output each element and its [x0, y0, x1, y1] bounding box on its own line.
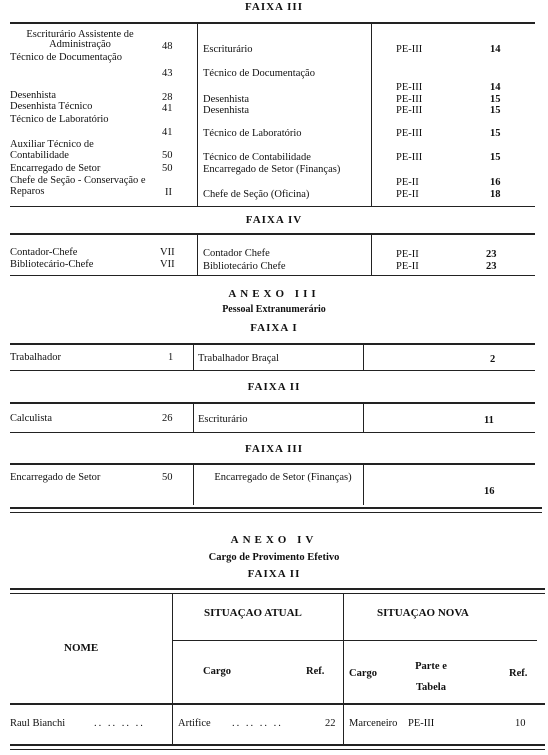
- sub-cargo-atual: Cargo: [203, 666, 231, 677]
- left-ref: 28: [162, 92, 173, 103]
- ref: 15: [490, 152, 501, 163]
- faixa4-header: FAIXA IV: [245, 214, 303, 226]
- col-nova: SITUAÇAO NOVA: [377, 607, 469, 619]
- col-divider: [363, 404, 364, 432]
- ref: 23: [486, 249, 497, 260]
- rule: [10, 507, 542, 509]
- sub-cargo-novo: Cargo: [349, 668, 377, 679]
- col-divider: [343, 594, 344, 744]
- left-name: Escriturário Assistente de Administração: [26, 29, 134, 50]
- left-ref: 50: [162, 150, 173, 161]
- left-name: Chefe de Seção - Conservação e Reparos: [10, 175, 146, 197]
- row-ref-atual: 22: [325, 718, 336, 729]
- col-divider: [371, 235, 372, 275]
- col-nome: NOME: [64, 642, 99, 654]
- ref: 15: [490, 128, 501, 139]
- right-name: Técnico de Contabilidade: [203, 152, 311, 163]
- left-ref: 43: [162, 68, 173, 79]
- left-name: Técnico de Laboratório: [10, 114, 109, 125]
- ref: 18: [490, 189, 501, 200]
- tabela: PE-III: [396, 44, 423, 55]
- left-name: Desenhista Técnico: [10, 101, 93, 112]
- ref: 16: [490, 177, 501, 188]
- row-nome: Raul Bianchi: [10, 718, 66, 729]
- ref: 14: [490, 82, 501, 93]
- faixa3-header: FAIXA III: [244, 1, 303, 13]
- leader-dots: .. .. .. ..: [94, 718, 145, 729]
- faixa3b-header: FAIXA III: [244, 443, 303, 455]
- ref: 23: [486, 261, 497, 272]
- rule: [10, 463, 535, 465]
- right-name: Bibliotecário Chefe: [203, 261, 286, 272]
- anexo3-subtitle: Pessoal Extranumerário: [222, 304, 326, 315]
- col-divider: [363, 345, 364, 370]
- right-name: Desenhista: [203, 94, 250, 105]
- left-ref: II: [165, 187, 172, 198]
- left-ref: 1: [168, 352, 174, 363]
- row-ref-novo: 10: [515, 718, 526, 729]
- sub-ref-atual: Ref.: [306, 666, 325, 677]
- faixa2-header: FAIXA II: [247, 381, 301, 393]
- left-name: Calculista: [10, 413, 52, 424]
- tabela: PE-II: [396, 177, 419, 188]
- right-name: Escriturário: [203, 44, 253, 55]
- sub-parte-tabela: Parte e Tabela: [415, 661, 447, 693]
- right-name: Encarregado de Setor (Finanças): [203, 164, 341, 175]
- tabela: PE-II: [396, 189, 419, 200]
- ref: 11: [484, 415, 494, 426]
- leader-dots: .. .. .. ..: [232, 718, 283, 729]
- left-name: Desenhista: [10, 90, 57, 101]
- left-name: Auxiliar Técnico de Contabilidade: [10, 139, 94, 161]
- left-ref: 48: [162, 41, 173, 52]
- left-ref: 50: [162, 472, 173, 483]
- col-divider: [193, 345, 194, 370]
- tabela: PE-III: [396, 94, 423, 105]
- rule: [10, 275, 535, 276]
- col-divider: [193, 404, 194, 432]
- anexo3-title: ANEXO III: [228, 288, 320, 300]
- col-divider: [371, 24, 372, 207]
- rule: [10, 206, 535, 207]
- rule: [10, 703, 545, 705]
- left-name: Encarregado de Setor: [10, 472, 101, 483]
- rule: [10, 402, 535, 404]
- left-name: Bibliotecário-Chefe: [10, 259, 94, 270]
- left-name: Encarregado de Setor: [10, 163, 101, 174]
- col-divider: [197, 235, 198, 275]
- rule: [10, 22, 535, 24]
- row-cargo-atual: Artifice: [178, 718, 211, 729]
- ref: 15: [490, 105, 501, 116]
- right-name: Contador Chefe: [203, 248, 270, 259]
- rule: [10, 512, 542, 513]
- col-divider: [172, 594, 173, 744]
- row-tabela: PE-III: [408, 718, 435, 729]
- tabela: PE-III: [396, 82, 423, 93]
- left-name: Técnico de Documentação: [10, 52, 122, 63]
- left-ref: VII: [160, 259, 175, 270]
- rule: [10, 744, 545, 746]
- ref: 2: [490, 354, 496, 365]
- anexo4-faixa-header: FAIXA II: [247, 568, 301, 580]
- right-name: Encarregado de Setor (Finanças): [214, 472, 352, 483]
- tabela: PE-III: [396, 105, 423, 116]
- rule: [10, 593, 545, 594]
- left-name: Trabalhador: [10, 352, 61, 363]
- right-name: Chefe de Seção (Oficina): [203, 189, 310, 200]
- left-ref: 41: [162, 127, 173, 138]
- right-name: Escriturário: [198, 414, 248, 425]
- right-name: Técnico de Documentação: [203, 68, 315, 79]
- rule: [172, 640, 537, 641]
- tabela: PE-II: [396, 261, 419, 272]
- rule: [10, 588, 545, 590]
- left-ref: 41: [162, 103, 173, 114]
- rule: [10, 370, 535, 371]
- rule: [10, 749, 545, 750]
- ref: 16: [484, 486, 495, 497]
- anexo4-title: ANEXO IV: [230, 534, 318, 546]
- tabela: PE-III: [396, 128, 423, 139]
- row-cargo-novo: Marceneiro: [349, 718, 398, 729]
- col-atual: SITUAÇAO ATUAL: [204, 607, 302, 619]
- col-divider: [193, 465, 194, 505]
- anexo4-subtitle: Cargo de Provimento Efetivo: [208, 552, 340, 563]
- rule: [10, 343, 535, 345]
- ref: 15: [490, 94, 501, 105]
- col-divider: [197, 24, 198, 207]
- right-name: Técnico de Laboratório: [203, 128, 302, 139]
- right-name: Trabalhador Braçal: [198, 353, 279, 364]
- left-ref: VII: [160, 247, 175, 258]
- left-ref: 50: [162, 163, 173, 174]
- left-name: Contador-Chefe: [10, 247, 78, 258]
- rule: [10, 233, 535, 235]
- sub-ref-novo: Ref.: [509, 668, 528, 679]
- tabela: PE-III: [396, 152, 423, 163]
- rule: [10, 432, 535, 433]
- left-ref: 26: [162, 413, 173, 424]
- ref: 14: [490, 44, 501, 55]
- faixa1-header: FAIXA I: [250, 322, 298, 334]
- tabela: PE-II: [396, 249, 419, 260]
- col-divider: [363, 465, 364, 505]
- right-name: Desenhista: [203, 105, 250, 116]
